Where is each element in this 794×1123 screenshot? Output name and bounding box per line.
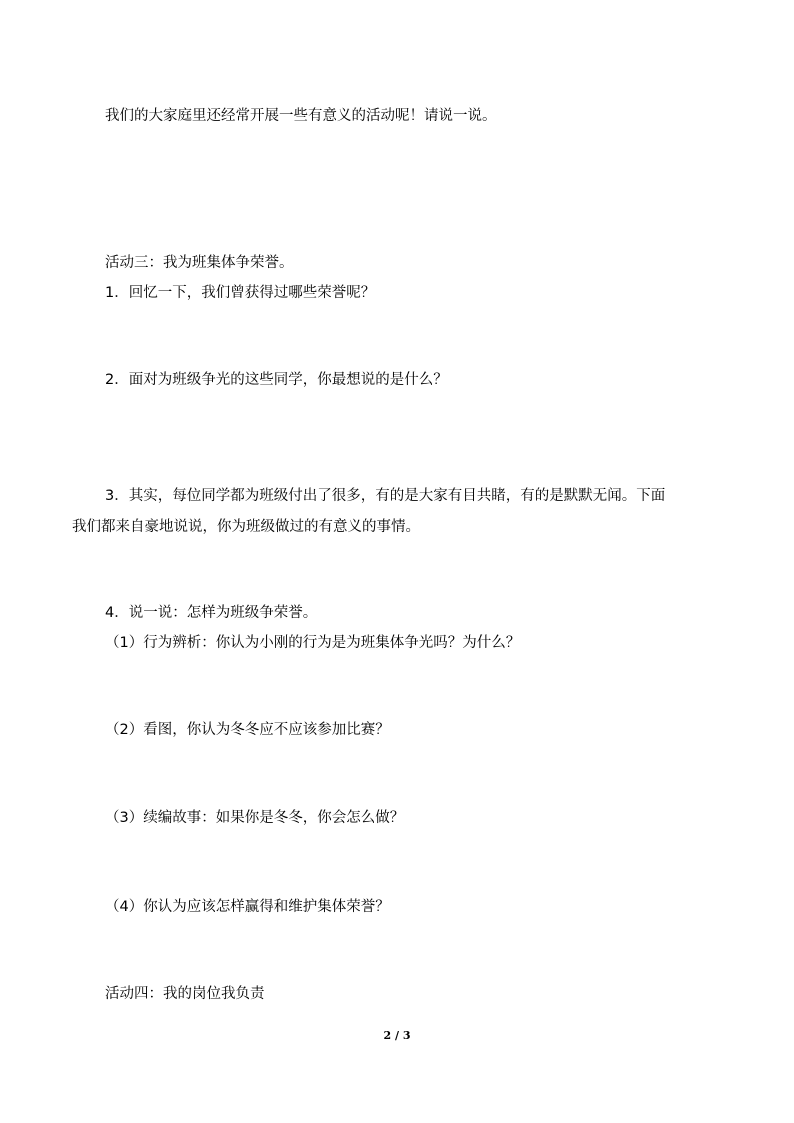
question-4-sub-1: （1）行为辨析：你认为小刚的行为是为班集体争光吗？为什么？: [105, 635, 521, 651]
intro-text: 我们的大家庭里还经常开展一些有意义的活动呢！请说一说。: [105, 108, 497, 124]
question-3-line-1: 3．其实，每位同学都为班级付出了很多，有的是大家有目共睹，有的是默默无闻。下面: [105, 488, 666, 504]
activity-4-heading: 活动四：我的岗位我负责: [105, 986, 265, 1002]
question-1: 1．回忆一下，我们曾获得过哪些荣誉呢？: [105, 285, 376, 301]
question-4-sub-4: （4）你认为应该怎样赢得和维护集体荣誉？: [105, 899, 390, 915]
question-4: 4．说一说：怎样为班级争荣誉。: [105, 605, 318, 621]
page-number: 2 / 3: [383, 1029, 411, 1042]
activity-3-heading: 活动三：我为班集体争荣誉。: [105, 255, 294, 271]
question-3-line-2: 我们都来自豪地说说，你为班级做过的有意义的事情。: [72, 519, 420, 535]
question-4-sub-2: （2）看图，你认为冬冬应不应该参加比赛？: [105, 722, 390, 738]
question-4-sub-3: （3）续编故事：如果你是冬冬，你会怎么做？: [105, 810, 405, 826]
question-2: 2．面对为班级争光的这些同学，你最想说的是什么？: [105, 372, 448, 388]
